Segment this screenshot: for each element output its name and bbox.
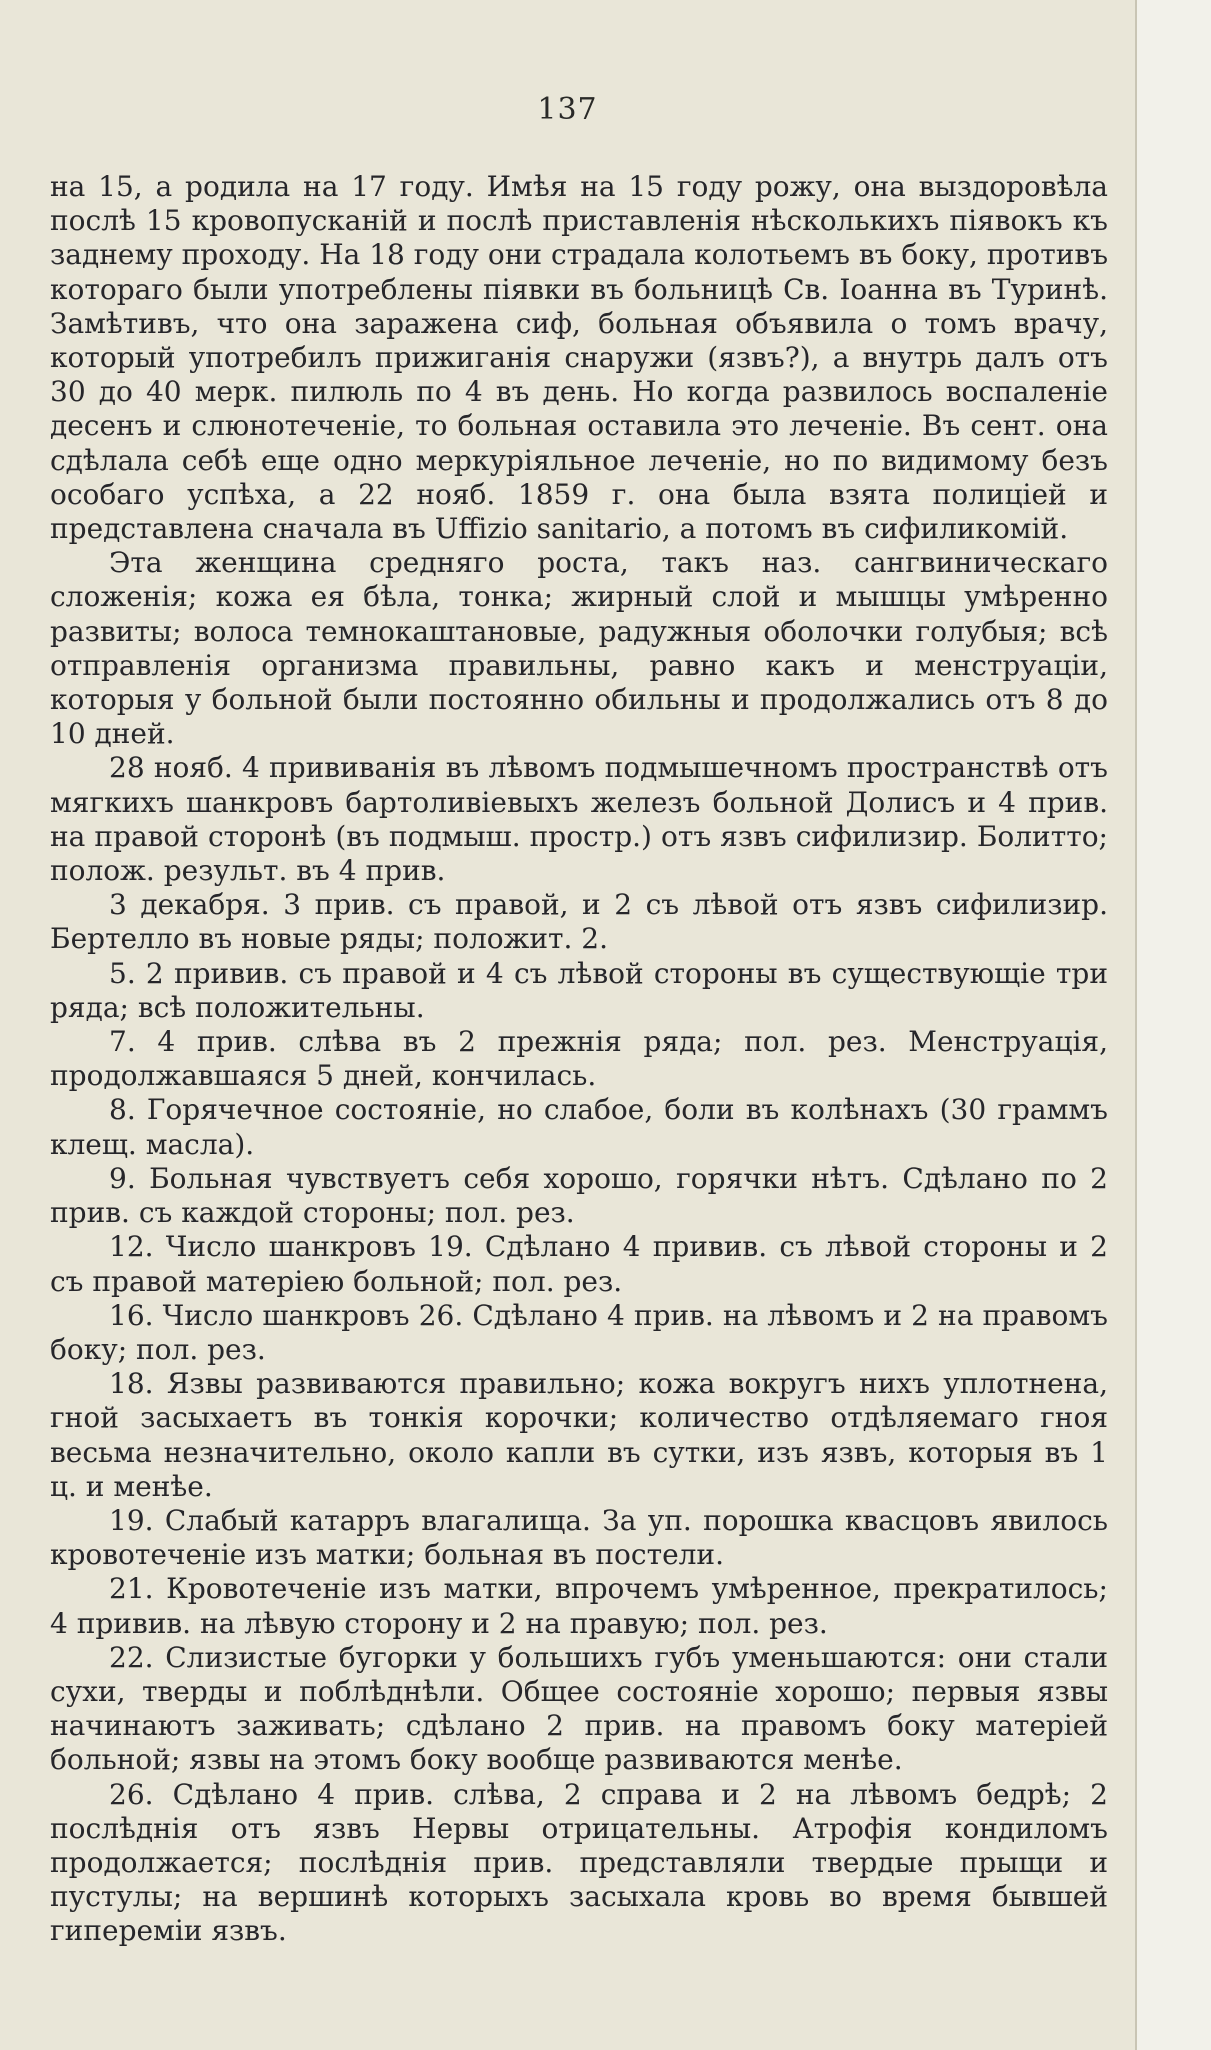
paragraph: 16. Число шанкровъ 26. Сдѣлано 4 прив. на лѣвомъ и 2 на правомъ боку; пол. рез. [50, 1298, 1108, 1366]
paragraph: 19. Слабый катарръ влагалища. За уп. порошка квасцовъ явилось кровотеченіе изъ матки; больная въ постели. [50, 1503, 1108, 1572]
paragraph: 12. Число шанкровъ 19. Сдѣлано 4 привив. съ лѣвой стороны и 2 съ правой матеріею больной; пол. рез. [50, 1230, 1108, 1298]
paragraph: на 15, а родила на 17 году. Имѣя на 15 году рожу, она выздоровѣла послѣ 15 кровопусканій и послѣ приставленія нѣсколькихъ піявокъ къ заднему проходу. На 18 году они страдала колотьемъ въ боку, противъ котораго были употреблены піявки въ больницѣ Св. Іоанна въ Туринѣ. Замѣтивъ, что она заражена сиф, больная объявила о томъ врачу, который употребилъ прижиганія снаружи (язвъ?), а внутрь далъ отъ 30 до 40 мерк. пилюль по 4 въ день. Но когда развилось воспаленіе десенъ и слюнотеченіе, то больная оставила это леченіе. Въ сент. она сдѣлала себѣ еще одно меркуріяльное леченіе, но по видимому безъ особаго успѣха, а 22 нояб. 1859 г. она была взята полиціей и представлена сначала въ Uffizio sanitario, а потомъ въ сифиликомій. [50, 170, 1109, 546]
paragraph: 8. Горячечное состояніе, но слабое, боли въ колѣнахъ (30 граммъ клещ. масла). [50, 1093, 1108, 1161]
paragraph: 21. Кровотеченіе изъ матки, впрочемъ умѣренное, прекратилось; 4 привив. на лѣвую сторону и 2 на правую; пол. рез. [50, 1572, 1108, 1640]
paragraph: 18. Язвы развиваются правильно; кожа вокругъ нихъ уплотнена, гной засыхаетъ въ тонкія корочки; количество отдѣляемаго гноя весьма незначительно, около капли въ сутки, изъ язвъ, которыя въ 1 ц. и менѣе. [50, 1367, 1108, 1503]
paragraph: 9. Больная чувствуетъ себя хорошо, горячки нѣтъ. Сдѣлано по 2 прив. съ каждой стороны; пол. рез. [50, 1161, 1108, 1230]
paragraph: 28 нояб. 4 прививанія въ лѣвомъ подмышечномъ пространствѣ отъ мягкихъ шанкровъ бартоливіевыхъ железъ больной Долисъ и 4 прив. на правой сторонѣ (въ подмыш. простр.) отъ язвъ сифилизир. Болитто; полож. результ. въ 4 прив. [50, 751, 1108, 888]
page-number: 137 [537, 92, 598, 127]
paragraph: 5. 2 привив. съ правой и 4 съ лѣвой стороны въ существующіе три ряда; всѣ положительны. [50, 956, 1108, 1024]
paragraph: 26. Сдѣлано 4 прив. слѣва, 2 справа и 2 на лѣвомъ бедрѣ; 2 послѣднія отъ язвъ Нервы отрицательны. Атрофія кондиломъ продолжается; послѣднія прив. представляли твердые прыщи и пустулы; на вершинѣ которыхъ засыхала кровь во время бывшей гипереміи язвъ. [50, 1777, 1108, 1948]
body-text [50, 170, 1108, 1949]
page-edge [1135, 0, 1211, 2050]
paragraph: 3 декабря. 3 прив. съ правой, и 2 съ лѣвой отъ язвъ сифилизир. Бертелло въ новые ряды; положит. 2. [50, 888, 1108, 956]
paragraph: Эта женщина средняго роста, такъ наз. сангвиническаго сложенія; кожа ея бѣла, тонка; жирный слой и мышцы умѣренно развиты; волоса темнокаштановые, радужныя оболочки голубыя; всѣ отправленія организма правильны, равно какъ и менструаціи, которыя у больной были постоянно обильны и продолжались отъ 8 до 10 дней. [50, 546, 1108, 751]
paragraph: 22. Слизистые бугорки у большихъ губъ уменьшаются: они стали сухи, тверды и поблѣднѣли. Общее состояніе хорошо; первыя язвы начинаютъ заживать; сдѣлано 2 прив. на правомъ боку матеріей больной; язвы на этомъ боку вообще развиваются менѣе. [50, 1640, 1108, 1777]
paragraph: 7. 4 прив. слѣва въ 2 прежнія ряда; пол. рез. Менструація, продолжавшаяся 5 дней, кончилась. [50, 1025, 1108, 1093]
